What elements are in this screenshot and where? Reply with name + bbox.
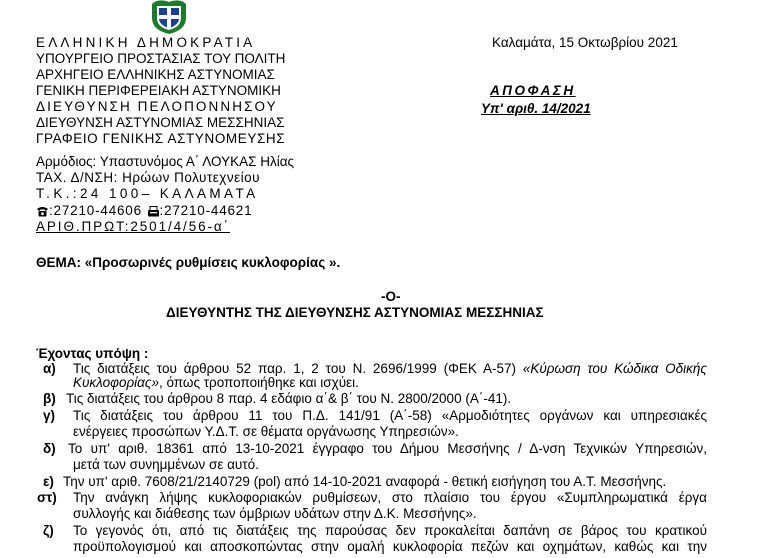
header-officer: Αρμόδιος: Υπαστυνόμος Α΄ ΛΟΥΚΑΣ Ηλίας (36, 154, 295, 169)
header-headquarters: ΑΡΧΗΓΕΙΟ ΕΛΛΗΝΙΚΗΣ ΑΣΤΥΝΟΜΙΑΣ (36, 67, 275, 82)
header-protocol-number: ΑΡΙΘ.ΠΡΩΤ:2501/4/56-α΄ (36, 219, 231, 234)
director-title: ΔΙΕΥΘΥΝΤΗΣ ΤΗΣ ΔΙΕΥΘΥΝΣΗΣ ΑΣΤΥΝΟΜΙΑΣ ΜΕΣΣΗΝΙΑΣ (166, 305, 544, 320)
header-peloponnese: ΔΙΕΥΘΥΝΣΗ ΠΕΛΟΠΟΝΝΗΣΟΥ (36, 99, 278, 114)
item-z-line-1: Το γεγονός ότι, από τις διατάξεις της παρούσας δεν προκαλείται δαπάνη σε βάρος του κρατικού (73, 523, 707, 538)
decision-number: Υπ' αριθ. 14/2021 (481, 101, 591, 116)
decision-title: ΑΠΟΦΑΣΗ (490, 83, 576, 98)
omicron-marker: -Ο- (381, 289, 401, 304)
header-police-directorate: ΔΙΕΥΘΥΝΣΗ ΑΣΤΥΝΟΜΙΑΣ ΜΕΣΣΗΝΙΑΣ (36, 115, 285, 130)
item-c-line-2: ενέργειες προσώπων Υ.Δ.Τ. σε θέματα οργάνωσης Υπηρεσιών». (73, 424, 459, 439)
item-d-line-1: Το υπ' αριθ. 18361 από 13-10-2021 έγγραφο του Δήμου Μεσσήνης / Δ-νση Τεχνικών Υπηρεσιών, (68, 441, 707, 456)
header-ministry: ΥΠΟΥΡΓΕΙΟ ΠΡΟΣΤΑΣΙΑΣ ΤΟΥ ΠΟΛΙΤΗ (36, 51, 286, 66)
header-office: ΓΡΑΦΕΙΟ ΓΕΝΙΚΗΣ ΑΣΤΥΝΟΜΕΥΣΗΣ (36, 131, 286, 146)
header-contact-line (36, 203, 252, 219)
header-country: ΕΛΛΗΝΙΚΗ ΔΗΜΟΚΡΑΤΙΑ (36, 35, 256, 50)
fax-icon (147, 206, 160, 217)
item-label-d: δ) (43, 441, 56, 456)
considering-heading: Έχοντας υπόψη : (36, 346, 149, 361)
item-z-line-2: προϋπολογισμού και αποσκοπώντας στην ομαλή κυκλοφορία πεζών και οχημάτων, καθώς και την (73, 539, 707, 554)
item-label-z: ζ) (43, 523, 54, 538)
item-st-line-2: συλλογής και διάθεσης των όμβριων υδάτων στην Δ.Κ. Μεσσήνης». (73, 506, 477, 521)
item-label-a: α) (43, 361, 56, 376)
header-general-directorate: ΓΕΝΙΚΗ ΠΕΡΙΦΕΡΕΙΑΚΗ ΑΣΤΥΝΟΜΙΚΗ (36, 83, 281, 98)
place-date: Καλαμάτα, 15 Οκτωβρίου 2021 (492, 35, 678, 50)
item-label-e: ε) (43, 474, 54, 489)
header-address: ΤΑΧ. Δ/ΝΣΗ: Ηρώων Πολυτεχνείου (36, 170, 261, 185)
item-label-st: στ) (37, 490, 57, 505)
item-c-line-1: Τις διατάξεις του άρθρου 11 του Π.Δ. 141/91 (Α΄-58) «Αρμοδιότητες οργάνων και υπηρεσιακές (73, 408, 707, 423)
greek-coat-of-arms-emblem (148, 0, 190, 34)
item-a-line-1: Τις διατάξεις του άρθρου 52 παρ. 1, 2 του Ν. 2696/1999 (ΦΕΚ Α-57) «Κύρωση του Κώδικα Οδικής (73, 361, 707, 376)
item-b-line-1: Τις διατάξεις του άρθρου 8 παρ. 4 εδάφιο α΄& β΄ του Ν. 2800/2000 (Α΄-41). (66, 391, 512, 406)
item-a-line-2: Κυκλοφορίας», όπως τροποποιήθηκε και ισχύει. (73, 375, 359, 390)
item-e-line-1: Την υπ' αριθ. 7608/21/2140729 (pol) από 14-10-2021 αναφορά - θετική εισήγηση του Α.Τ. Μεσσήνης. (63, 474, 667, 489)
subject-line: ΘΕΜΑ: «Προσωρινές ρυθμίσεις κυκλοφορίας ». (36, 255, 341, 270)
header-fax: :27210-44621 (159, 203, 253, 218)
header-postal-code: Τ.Κ.:24 100– ΚΑΛΑΜΑΤΑ (36, 186, 259, 201)
header-phone: :27210-44606 (49, 203, 142, 218)
telephone-icon (36, 206, 49, 217)
item-label-c: γ) (43, 408, 56, 423)
item-st-line-1: Την ανάγκη λήψης κυκλοφοριακών ρυθμίσεων, στο πλαίσιο του έργου «Συμπληρωματικά έργα (73, 490, 707, 505)
item-label-b: β) (43, 391, 56, 406)
item-d-line-2: μετά των συνημμένων σε αυτό. (73, 457, 259, 472)
